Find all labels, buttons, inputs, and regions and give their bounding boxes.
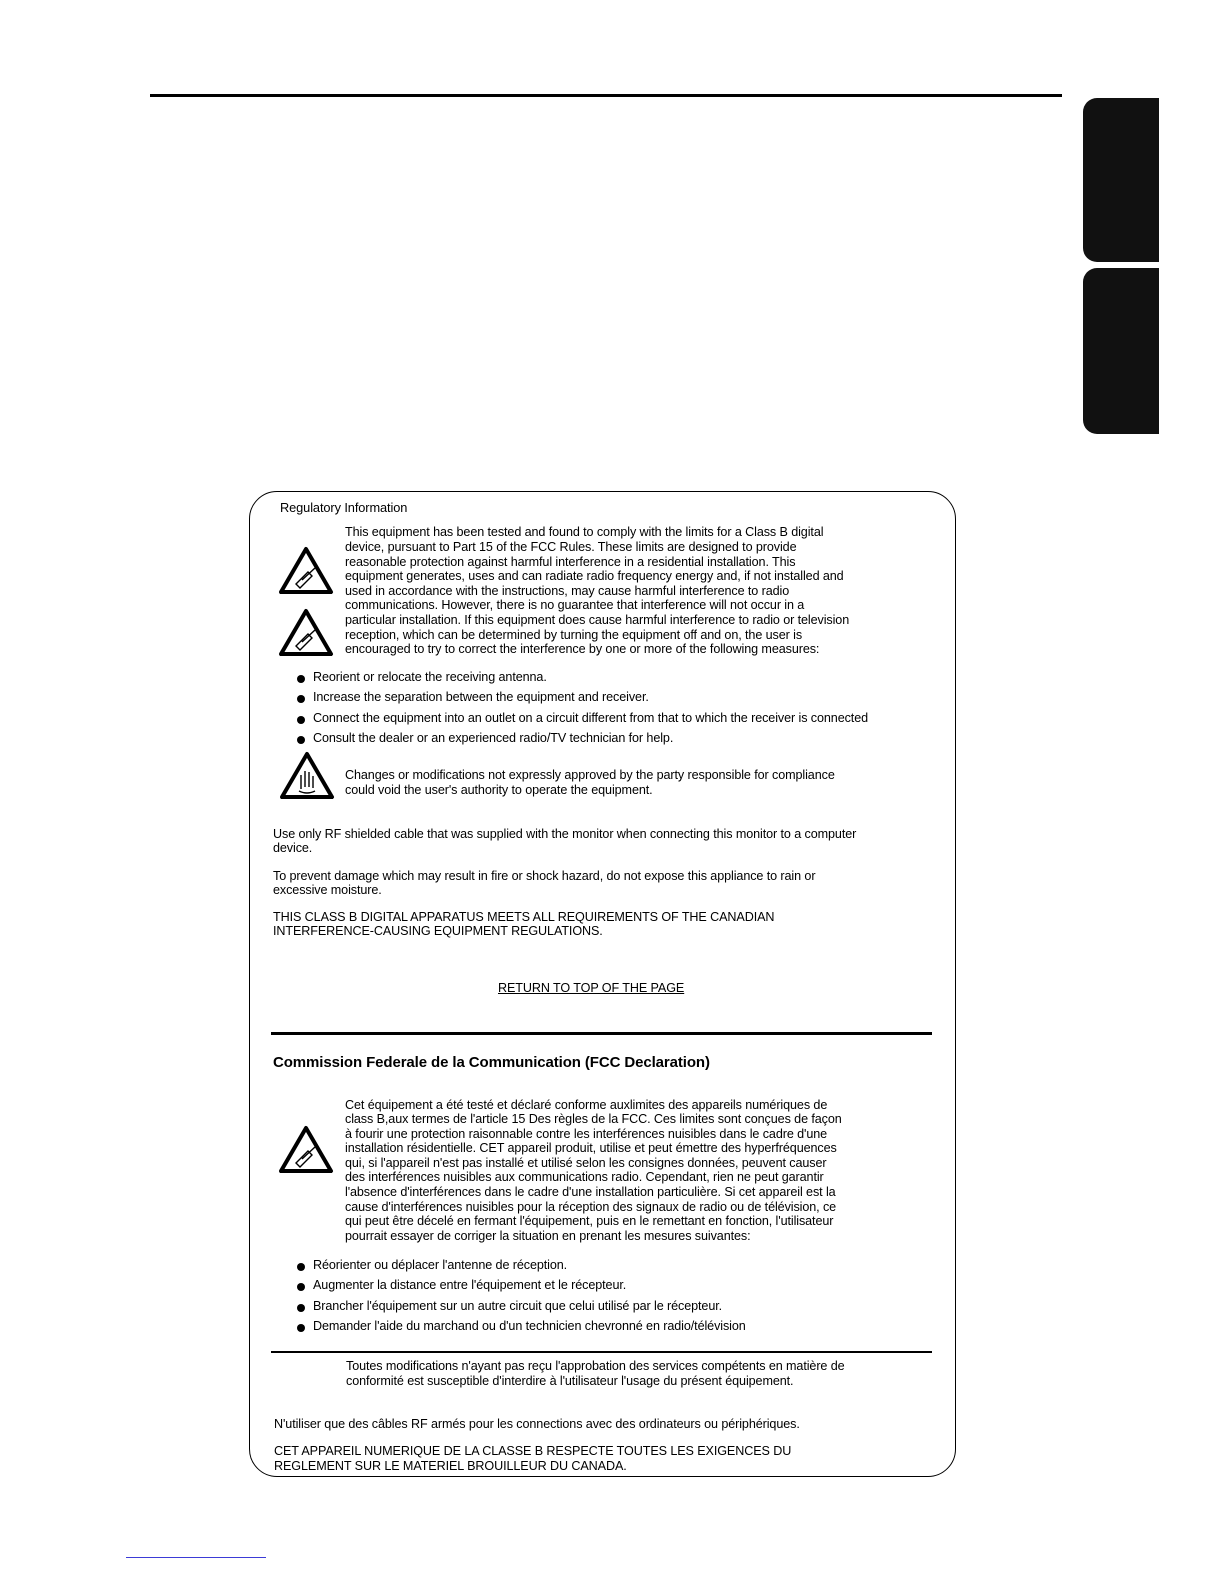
bullet [297, 1263, 305, 1271]
fr-canadian-line: CET APPAREIL NUMERIQUE DE LA CLASSE B RESPECTE TOUTES LES EXIGENCES DU [274, 1444, 792, 1458]
bullet [297, 1324, 305, 1332]
bullet [297, 1304, 305, 1312]
return-to-top-link[interactable]: RETURN TO TOP OF THE PAGE [498, 981, 685, 995]
fr-paragraph-line: à fourir une protection raisonnable contre les interférences nuisibles dans le cadre d'une [345, 1127, 828, 1141]
moisture-line: To prevent damage which may result in fire or shock hazard, do not expose this appliance to rain or [273, 869, 816, 883]
bullet [297, 716, 305, 724]
fr-paragraph-line: qui peut être décelé en fermant l'équipement, puis en le remettant en fonction, l'utilisateur [345, 1214, 834, 1228]
measure-item: Increase the separation between the equipment and receiver. [313, 690, 649, 704]
moisture-line: excessive moisture. [273, 883, 382, 897]
fcc-declaration-title: Commission Federale de la Communication (FCC Declaration) [273, 1054, 710, 1071]
fr-measure-item: Réorienter ou déplacer l'antenne de réception. [313, 1258, 568, 1272]
fcc-paragraph-line: equipment generates, uses and can radiate radio frequency energy and, if not installed and [345, 569, 844, 583]
fcc-paragraph-line: used in accordance with the instructions, may cause harmful interference to radio [345, 584, 790, 598]
rf-cable-line: Use only RF shielded cable that was supplied with the monitor when connecting this monitor to a computer [273, 827, 857, 841]
side-tab-2 [1083, 268, 1159, 434]
fcc-paragraph-line: communications. However, there is no guarantee that interference will not occur in a [345, 598, 805, 612]
fr-changes-line: Toutes modifications n'ayant pas reçu l'approbation des services compétents en matière de [346, 1359, 845, 1373]
regulatory-panel [249, 491, 956, 1477]
fr-paragraph-line: installation résidentielle. CET appareil produit, utilise et peut émettre des hyperfréquences [345, 1141, 837, 1155]
changes-notice-line: could void the user's authority to operate the equipment. [345, 783, 653, 797]
section-divider [271, 1351, 932, 1353]
fcc-paragraph-line: particular installation. If this equipment does cause harmful interference to radio or television [345, 613, 850, 627]
fr-paragraph-line: cause d'interférences nuisibles pour la réception des signaux de radio ou de télévision, ce [345, 1200, 837, 1214]
fr-canadian-line: REGLEMENT SUR LE MATERIEL BROUILLEUR DU CANADA. [274, 1459, 627, 1473]
fr-paragraph-line: class B,aux termes de l'article 15 Des règles de la FCC. Ces limites sont conçues de façon [345, 1112, 842, 1126]
fr-measure-item: Augmenter la distance entre l'équipement et le récepteur. [313, 1278, 627, 1292]
fcc-paragraph-line: reasonable protection against harmful interference in a residential installation. This [345, 555, 796, 569]
fr-measure-item: Brancher l'équipement sur un autre circuit que celui utilisé par le récepteur. [313, 1299, 723, 1313]
rf-cable-line: device. [273, 841, 313, 855]
bullet [297, 736, 305, 744]
warning-triangle-hand-icon [278, 1125, 334, 1175]
fr-paragraph-line: qui, si l'appareil n'est pas installé et utilisé selon les consignes données, peuvent causer [345, 1156, 827, 1170]
warning-triangle-hand-icon [279, 751, 335, 801]
warning-triangle-hand-icon [278, 546, 334, 596]
fcc-paragraph-line: encouraged to try to correct the interference by one or more of the following measures: [345, 642, 820, 656]
section-divider [271, 1032, 932, 1035]
measure-item: Consult the dealer or an experienced radio/TV technician for help. [313, 731, 674, 745]
bullet [297, 695, 305, 703]
fr-rf-cable: N'utiliser que des câbles RF armés pour les connections avec des ordinateurs ou périphériques. [274, 1417, 800, 1431]
footer-link-underline [126, 1557, 266, 1558]
side-tab-1 [1083, 98, 1159, 262]
fr-changes-line: conformité est susceptible d'interdire à l'utilisateur l'usage du présent équipement. [346, 1374, 794, 1388]
measure-item: Reorient or relocate the receiving antenna. [313, 670, 547, 684]
bullet [297, 675, 305, 683]
changes-notice-line: Changes or modifications not expressly approved by the party responsible for compliance [345, 768, 835, 782]
fr-paragraph-line: Cet équipement a été testé et déclaré conforme auxlimites des appareils numériques de [345, 1098, 828, 1112]
measure-item: Connect the equipment into an outlet on a circuit different from that to which the receiver is connected [313, 711, 869, 725]
fr-paragraph-line: l'absence d'interférences dans le cadre d'une installation particulière. Si cet appareil est la [345, 1185, 836, 1199]
top-rule [150, 94, 1062, 97]
regulatory-title: Regulatory Information [280, 500, 408, 515]
fcc-paragraph-line: reception, which can be determined by turning the equipment off and on, the user is [345, 628, 803, 642]
bullet [297, 1283, 305, 1291]
warning-triangle-hand-icon [278, 608, 334, 658]
fcc-paragraph-line: This equipment has been tested and found to comply with the limits for a Class B digital [345, 525, 824, 539]
canadian-line: INTERFERENCE-CAUSING EQUIPMENT REGULATIONS. [273, 924, 603, 938]
fr-paragraph-line: pourrait essayer de corriger la situation en prenant les mesures suivantes: [345, 1229, 751, 1243]
fr-measure-item: Demander l'aide du marchand ou d'un technicien chevronné en radio/télévision [313, 1319, 746, 1333]
canadian-line: THIS CLASS B DIGITAL APPARATUS MEETS ALL REQUIREMENTS OF THE CANADIAN [273, 910, 775, 924]
fcc-paragraph-line: device, pursuant to Part 15 of the FCC Rules. These limits are designed to provide [345, 540, 797, 554]
fr-paragraph-line: des interférences nuisibles aux communications radio. Cependant, rien ne peut garantir [345, 1170, 824, 1184]
